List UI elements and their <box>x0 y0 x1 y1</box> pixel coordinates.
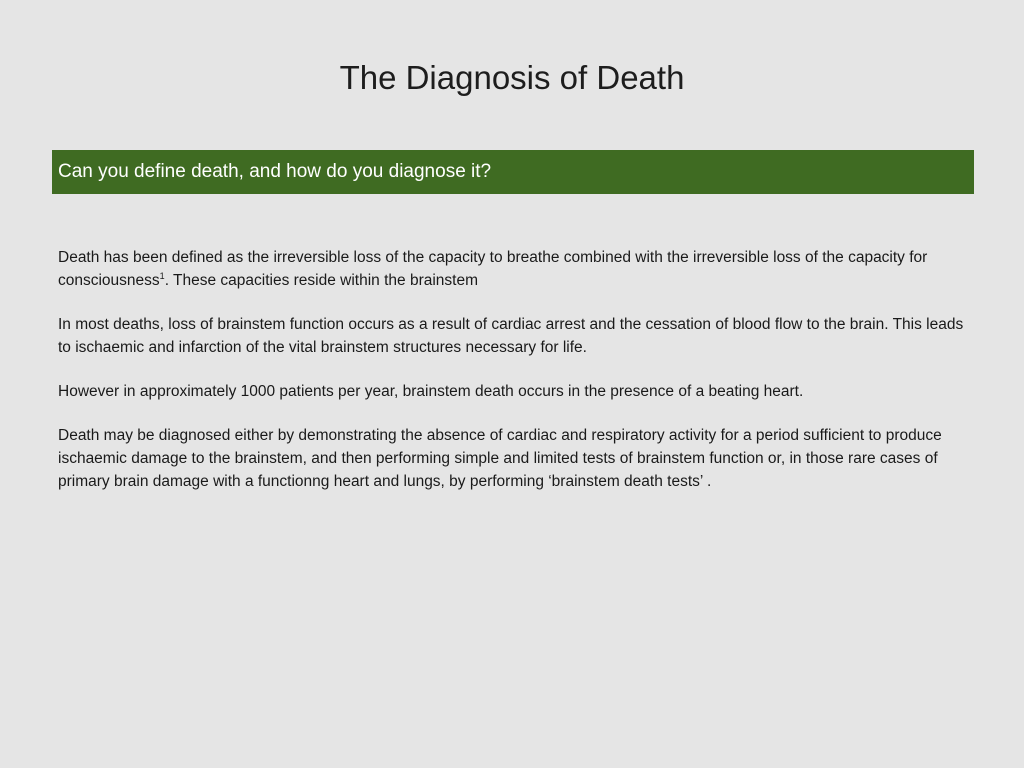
paragraph-diagnosis: Death may be diagnosed either by demonstrating the absence of cardiac and respiratory activity for a period sufficient to produce ischaemic damage to the brainstem, and then performing simple and limited tests of brainstem function or, in those rare cases of primary brain damage with a functionng heart and lungs, by performing ‘brainstem death tests’ . <box>58 427 942 490</box>
paragraph-beating-heart: However in approximately 1000 patients per year, brainstem death occurs in the presence of a beating heart. <box>58 383 804 400</box>
slide-title: The Diagnosis of Death <box>339 59 685 96</box>
question-text: Can you define death, and how do you diagnose it? <box>58 161 492 182</box>
slide-body <box>58 246 974 514</box>
paragraph-cardiac-arrest: In most deaths, loss of brainstem function occurs as a result of cardiac arrest and the cessation of blood flow to the brain. This leads to ischaemic and infarction of the vital brainstem structures necessary for life. <box>58 316 964 356</box>
paragraph-definition <box>58 246 974 292</box>
question-banner <box>52 150 974 194</box>
footnote-reference: 1 <box>159 270 165 281</box>
paragraph-definition-tail: . These capacities reside within the brainstem <box>164 272 479 289</box>
paragraph-definition-text: Death has been defined as the irreversible loss of the capacity to breathe combined with the irreversible loss of the capacity for consciousness <box>58 249 928 289</box>
